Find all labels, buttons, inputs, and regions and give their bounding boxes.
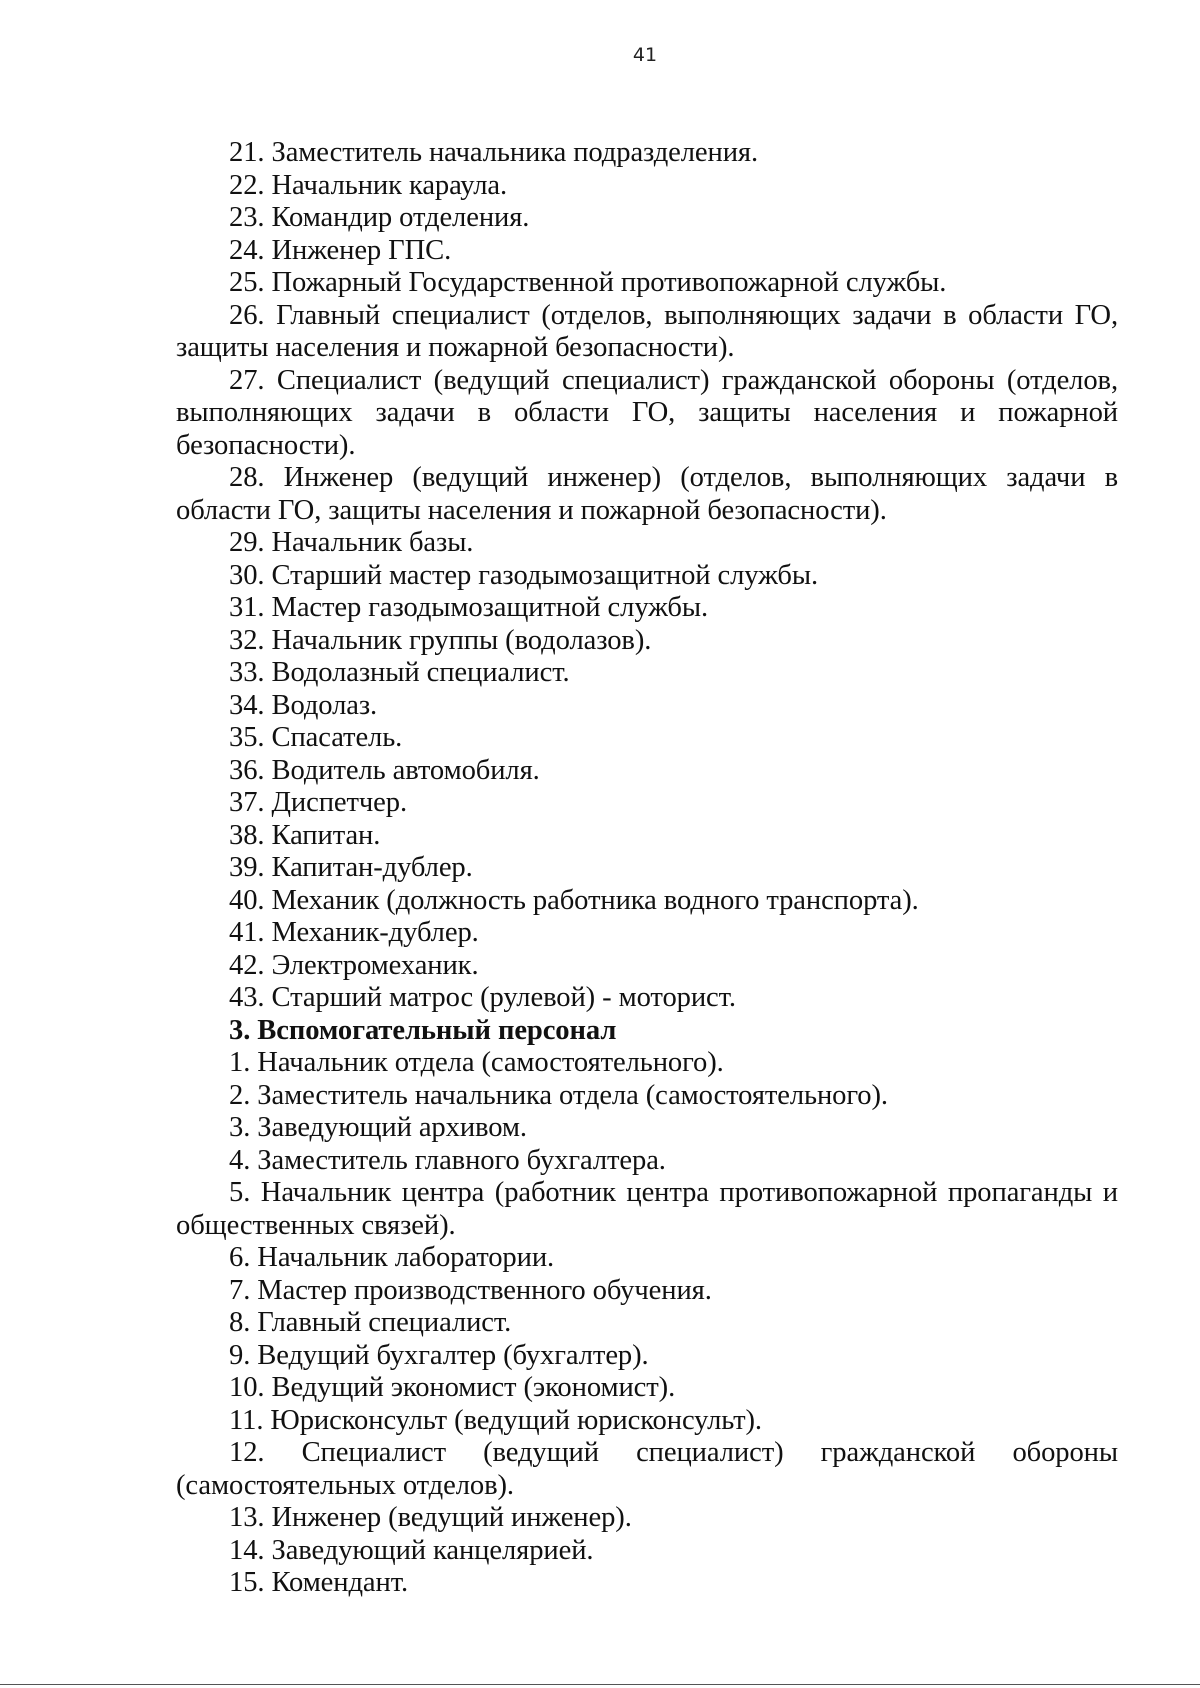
- section-heading: 3. Вспомогательный персонал: [229, 1014, 617, 1046]
- list-item: 42. Электромеханик.: [229, 949, 479, 981]
- document-body: [176, 137, 1118, 1600]
- list-item: 7. Мастер производственного обучения.: [229, 1274, 712, 1306]
- list-item: 26. Главный специалист (отделов, выполняющих задачи в области ГО, защиты населения и пожарной безопасности).: [176, 299, 1118, 363]
- list-item: 1. Начальник отдела (самостоятельного).: [229, 1047, 724, 1078]
- list-item: 10. Ведущий экономист (экономист).: [229, 1372, 676, 1403]
- page-number: 41: [632, 44, 658, 66]
- list-item: 43. Старший матрос (рулевой) - моторист.: [229, 982, 736, 1013]
- list-item: 23. Командир отделения.: [229, 202, 530, 233]
- list-item: 41. Механик-дублер.: [229, 917, 479, 948]
- list-item: 2. Заместитель начальника отдела (самостоятельного).: [229, 1079, 888, 1111]
- list-item: 12. Специалист (ведущий специалист) гражданской обороны (самостоятельных отделов).: [176, 1437, 1118, 1501]
- list-item: 21. Заместитель начальника подразделения.: [229, 137, 759, 168]
- list-item: 3. Заведующий архивом.: [229, 1112, 527, 1143]
- list-item: 31. Мастер газодымозащитной службы.: [229, 592, 709, 623]
- list-item: 11. Юрисконсульт (ведущий юрисконсульт).: [229, 1404, 762, 1436]
- list-item: 22. Начальник караула.: [229, 169, 507, 201]
- list-item: 40. Механик (должность работника водного транспорта).: [229, 884, 919, 916]
- list-item: 28. Инженер (ведущий инженер) (отделов, выполняющих задачи в области ГО, защиты населения и пожарной безопасности).: [176, 462, 1118, 526]
- list-item: 32. Начальник группы (водолазов).: [229, 624, 652, 656]
- list-item: 30. Старший мастер газодымозащитной службы.: [229, 559, 818, 591]
- list-item: 14. Заведующий канцелярией.: [229, 1534, 594, 1566]
- list-item: 6. Начальник лаборатории.: [229, 1242, 555, 1273]
- list-item: 38. Капитан.: [229, 819, 381, 851]
- list-item: 8. Главный специалист.: [229, 1307, 512, 1338]
- list-item: 29. Начальник базы.: [229, 527, 474, 558]
- list-item: 35. Спасатель.: [229, 722, 403, 753]
- list-item: 33. Водолазный специалист.: [229, 657, 570, 688]
- page-bottom-rule: [0, 1684, 1200, 1685]
- list-item: 25. Пожарный Государственной противопожарной службы.: [229, 267, 947, 298]
- list-item: 34. Водолаз.: [229, 689, 378, 721]
- list-item: 4. Заместитель главного бухгалтера.: [229, 1144, 666, 1176]
- list-item: 9. Ведущий бухгалтер (бухгалтер).: [229, 1339, 649, 1371]
- list-item: 39. Капитан-дублер.: [229, 852, 473, 883]
- list-item: 5. Начальник центра (работник центра противопожарной пропаганды и общественных связей).: [176, 1177, 1118, 1241]
- list-item: 36. Водитель автомобиля.: [229, 754, 540, 786]
- list-item: 15. Комендант.: [229, 1567, 409, 1598]
- list-item: 27. Специалист (ведущий специалист) гражданской обороны (отделов, выполняющих задачи в области ГО, защиты населения и пожарной безопасности).: [176, 364, 1118, 461]
- list-item: 13. Инженер (ведущий инженер).: [229, 1502, 632, 1533]
- list-item: 24. Инженер ГПС.: [229, 234, 452, 266]
- list-item: 37. Диспетчер.: [229, 787, 407, 818]
